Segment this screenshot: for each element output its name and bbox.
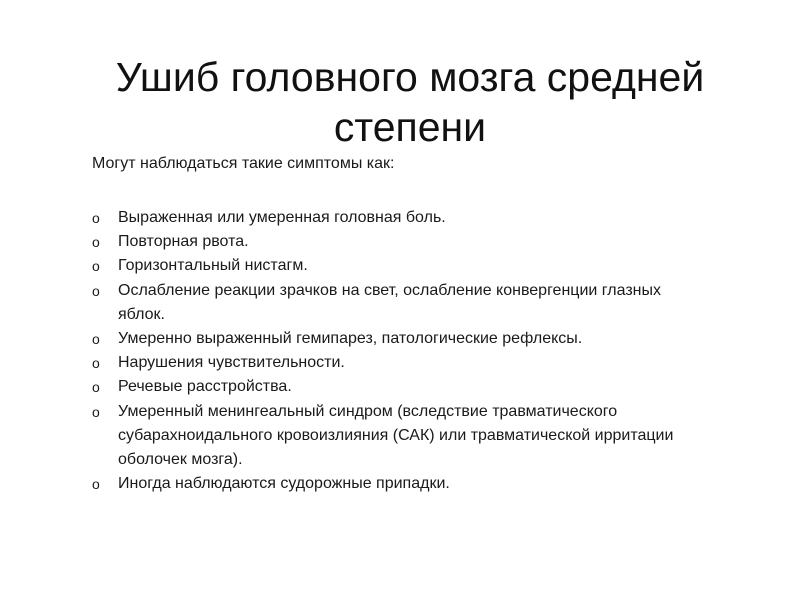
symptom-list	[92, 206, 692, 496]
bullet-circle-icon: o	[92, 476, 100, 493]
intro-text: Могут наблюдаться такие симптомы как:	[92, 155, 395, 172]
list-item-text: Горизонтальный нистагм.	[118, 257, 308, 275]
bullet-circle-icon: o	[92, 379, 100, 396]
list-item	[92, 375, 692, 399]
list-item-text: Ослабление реакции зрачков на свет, ослабление конвергенции глазных яблок.	[118, 281, 661, 323]
bullet-circle-icon: o	[92, 234, 100, 251]
list-item-text: Умеренный менингеальный синдром (вследствие травматического субарахноидального кровоизлияния (САК) или травматической ирритации оболочек мозга).	[118, 402, 674, 469]
bullet-circle-icon: o	[92, 282, 100, 299]
list-item-text: Выраженная или умеренная головная боль.	[118, 209, 446, 226]
list-item	[92, 327, 692, 351]
list-item	[92, 230, 692, 254]
list-item	[92, 279, 692, 327]
list-item-text: Умеренно выраженный гемипарез, патологические рефлексы.	[118, 330, 583, 348]
list-item	[92, 472, 692, 496]
bullet-circle-icon: o	[92, 210, 100, 226]
bullet-circle-icon: o	[92, 403, 100, 420]
list-item-text: Повторная рвота.	[118, 233, 249, 251]
list-item	[92, 254, 692, 278]
list-item-text: Речевые расстройства.	[118, 378, 292, 396]
bullet-circle-icon: o	[92, 355, 100, 372]
slide-title: Ушиб головного мозга средней степени	[115, 54, 705, 150]
list-item	[92, 400, 692, 473]
bullet-circle-icon: o	[92, 331, 100, 348]
bullet-circle-icon: o	[92, 258, 100, 275]
list-item	[92, 206, 692, 230]
list-item	[92, 351, 692, 375]
list-item-text: Нарушения чувствительности.	[118, 354, 345, 372]
list-item-text: Иногда наблюдаются судорожные припадки.	[118, 475, 450, 493]
